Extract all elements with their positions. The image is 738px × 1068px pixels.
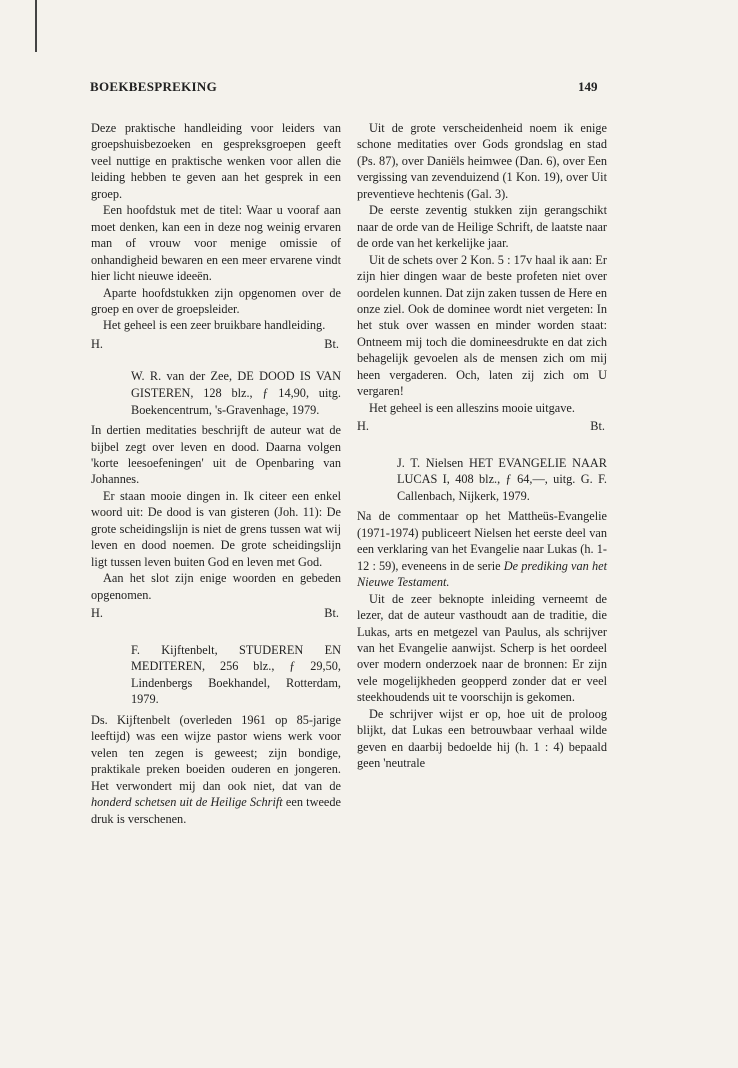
reviewer-signature: [91, 605, 341, 621]
running-header-section: BOEKBESPREKING: [90, 79, 218, 94]
book-heading: F. Kijftenbelt, STUDEREN EN MEDITEREN, 256 blz., ƒ 29,50, Lindenbergs Boekhandel, Rotterdam, 1979.: [131, 642, 341, 707]
review-paragraph: Aparte hoofdstukken zijn opgenomen over de groep en over de groepsleider.: [91, 285, 341, 316]
text-run: een tweede druk is verschenen.: [91, 795, 341, 826]
review-paragraph: Er staan mooie dingen in. Ik citeer een enkel woord uit: De dood is van gisteren (Joh. 11): De grote scheidingslijn is niet de grens tussen wat wij leven en dood noemen. De grote scheidingslijn ligt tussen leven buiten God en leven met God.: [91, 488, 341, 569]
review-paragraph: De schrijver wijst er op, hoe uit de proloog blijkt, dat Lukas een betrouwbaar verhaal wilde geven en daarbij bedoelde hij (h. 1 : 4) bepaald geen 'neutrale: [357, 706, 607, 771]
italic-title: honderd schetsen uit de Heilige Schrift: [91, 795, 283, 810]
signature-initial: H.: [91, 606, 103, 621]
review-paragraph: [357, 508, 607, 590]
book-heading: J. T. Nielsen HET EVANGELIE NAAR LUCAS I, 408 blz., ƒ 64,—, uitg. G. F. Callenbach, Nijkerk, 1979.: [397, 455, 607, 503]
italic-title: De prediking van het Nieuwe Testament.: [357, 558, 607, 590]
signature-initials: Bt.: [324, 606, 339, 621]
reviewer-signature: [357, 418, 607, 434]
page-number: 149: [578, 79, 598, 94]
review-paragraph: [91, 712, 341, 827]
signature-initial: H.: [357, 419, 369, 434]
left-column: [91, 120, 341, 827]
reviewer-signature: [91, 336, 341, 352]
signature-initials: Bt.: [324, 336, 339, 351]
review-paragraph: Deze praktische handleiding voor leiders van groepshuisbezoeken en gespreksgroepen geeft veel nuttige en praktische wenken voor allen die leiding hebben te geven aan het gesprek in een groep.: [91, 121, 341, 201]
review-paragraph: In dertien meditaties beschrijft de auteur wat de bijbel zegt over leven en dood. Daarna volgen 'korte leesoefeningen' uit de Openbaring van Johannes.: [91, 423, 341, 487]
binding-edge-line: [35, 0, 37, 52]
review-paragraph: De eerste zeventig stukken zijn gerangschikt naar de orde van de Heilige Schrift, de laatste naar de orde van het kerkelijke jaar.: [357, 203, 607, 251]
review-paragraph: Aan het slot zijn enige woorden en gebeden opgenomen.: [91, 571, 341, 602]
text-run: Ds. Kijftenbelt (overleden 1961 op 85-jarige leeftijd) was een wijze pastor wiens werk voor velen ten zegen is geweest; zijn bondige, praktikale preken boeiden ouderen en jongeren. Het verwondert mij dan ook niet, dat van de: [91, 712, 341, 793]
right-column: [357, 120, 607, 772]
signature-initial: H.: [91, 336, 103, 351]
review-paragraph: Een hoofdstuk met de titel: Waar u vooraf aan moet denken, kan een in deze nog weinig ervaren man of vrouw voor menige omissie of onhandigheid bewaren en een meer ervarene vindt hier licht nieuwe ideeën.: [91, 203, 341, 284]
review-paragraph: Het geheel is een alleszins mooie uitgave.: [369, 400, 575, 415]
review-paragraph: Uit de zeer beknopte inleiding verneemt de lezer, dat de auteur vasthoudt aan de traditie, die Lukas, arts en metgezel van Paulus, als schrijver van het Evangelie aanwijst. Scherp is het oordeel over modern onderzoek naar de bronnen: Er zijn vele mogelijkheden geopperd zonder dat er veel steekhoudends uit te voorschijn is gekomen.: [357, 591, 607, 705]
text-run: Na de commentaar op het Mattheüs-Evangelie (1971-1974) publiceert Nielsen het eerste deel van een verklaring van het Evangelie naar Lukas (h. 1-12 : 59), eveneens in de serie: [357, 509, 607, 573]
review-paragraph: Het geheel is een zeer bruikbare handleiding.: [103, 318, 326, 333]
book-heading: W. R. van der Zee, DE DOOD IS VAN GISTEREN, 128 blz., ƒ 14,90, uitg. Boekencentrum, 's-Gravenhage, 1979.: [131, 369, 341, 417]
signature-initials: Bt.: [590, 419, 605, 434]
review-paragraph: Uit de schets over 2 Kon. 5 : 17v haal ik aan: Er zijn hier dingen waar de beste profeten niet over oordelen kunnen. Dat zijn zaken tussen de Here en onze ziel. Ook de dominee wordt niet vergeten: In het stuk over wassen en minder worden staat: Ontneem mij toch die domineesdrukte en dat zich behagelijk gevoelen als de mensen zich om mij heen vergaderen. Och, laten zij zich om U vergaren!: [357, 252, 607, 399]
review-paragraph: Uit de grote verscheidenheid noem ik enige schone meditaties over Gods grondslag en stad (Ps. 87), over Daniëls heimwee (Dan. 6), over Een vergissing van zevenduizend (1 Kon. 19), over Uit preventieve hechtenis (Gal. 3).: [357, 121, 607, 201]
